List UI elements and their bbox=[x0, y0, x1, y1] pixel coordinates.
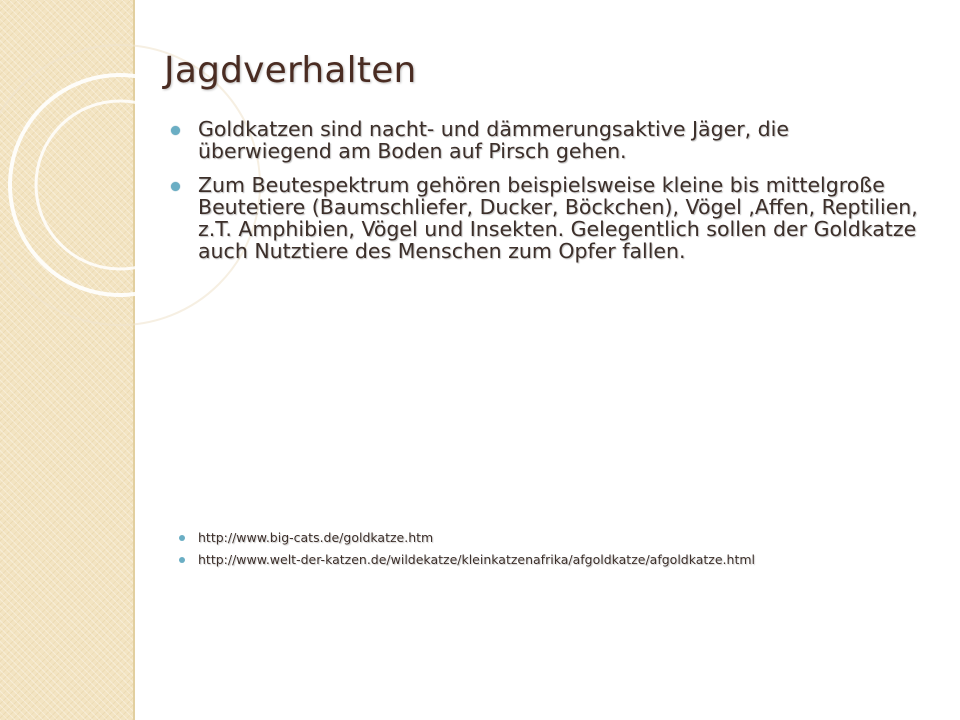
bullet-dot-icon bbox=[179, 557, 185, 563]
left-decorative-band bbox=[0, 0, 133, 720]
bullet-text: Goldkatzen sind nacht- und dämmerungsaktive Jäger, die überwiegend am Boden auf Pirsch gehen. bbox=[198, 117, 789, 163]
source-link-item[interactable] bbox=[176, 530, 936, 546]
bullet-dot-icon bbox=[171, 126, 180, 135]
slide-title: Jagdverhalten bbox=[164, 50, 417, 91]
bullet-item bbox=[168, 118, 928, 162]
band-edge-line bbox=[133, 0, 135, 720]
bullet-item bbox=[168, 174, 928, 262]
source-link-text[interactable]: http://www.big-cats.de/goldkatze.htm bbox=[198, 530, 434, 545]
source-link-item[interactable] bbox=[176, 552, 936, 568]
bullet-dot-icon bbox=[171, 182, 180, 191]
source-link-list bbox=[176, 530, 936, 574]
source-link-text[interactable]: http://www.welt-der-katzen.de/wildekatze/kleinkatzenafrika/afgoldkatze/afgoldkatze.html bbox=[198, 552, 756, 567]
bullet-text: Zum Beutespektrum gehören beispielsweise kleine bis mittelgroße Beutetiere (Baumschliefer, Ducker, Böckchen), Vögel ,Affen, Reptilien, z.T. Amphibien, Vögel und Insekten. Gelegentlich sollen der Goldkatze auch Nutztiere des Menschen zum Opfer fallen. bbox=[198, 173, 918, 263]
bullet-list bbox=[168, 118, 928, 274]
bullet-dot-icon bbox=[179, 535, 185, 541]
